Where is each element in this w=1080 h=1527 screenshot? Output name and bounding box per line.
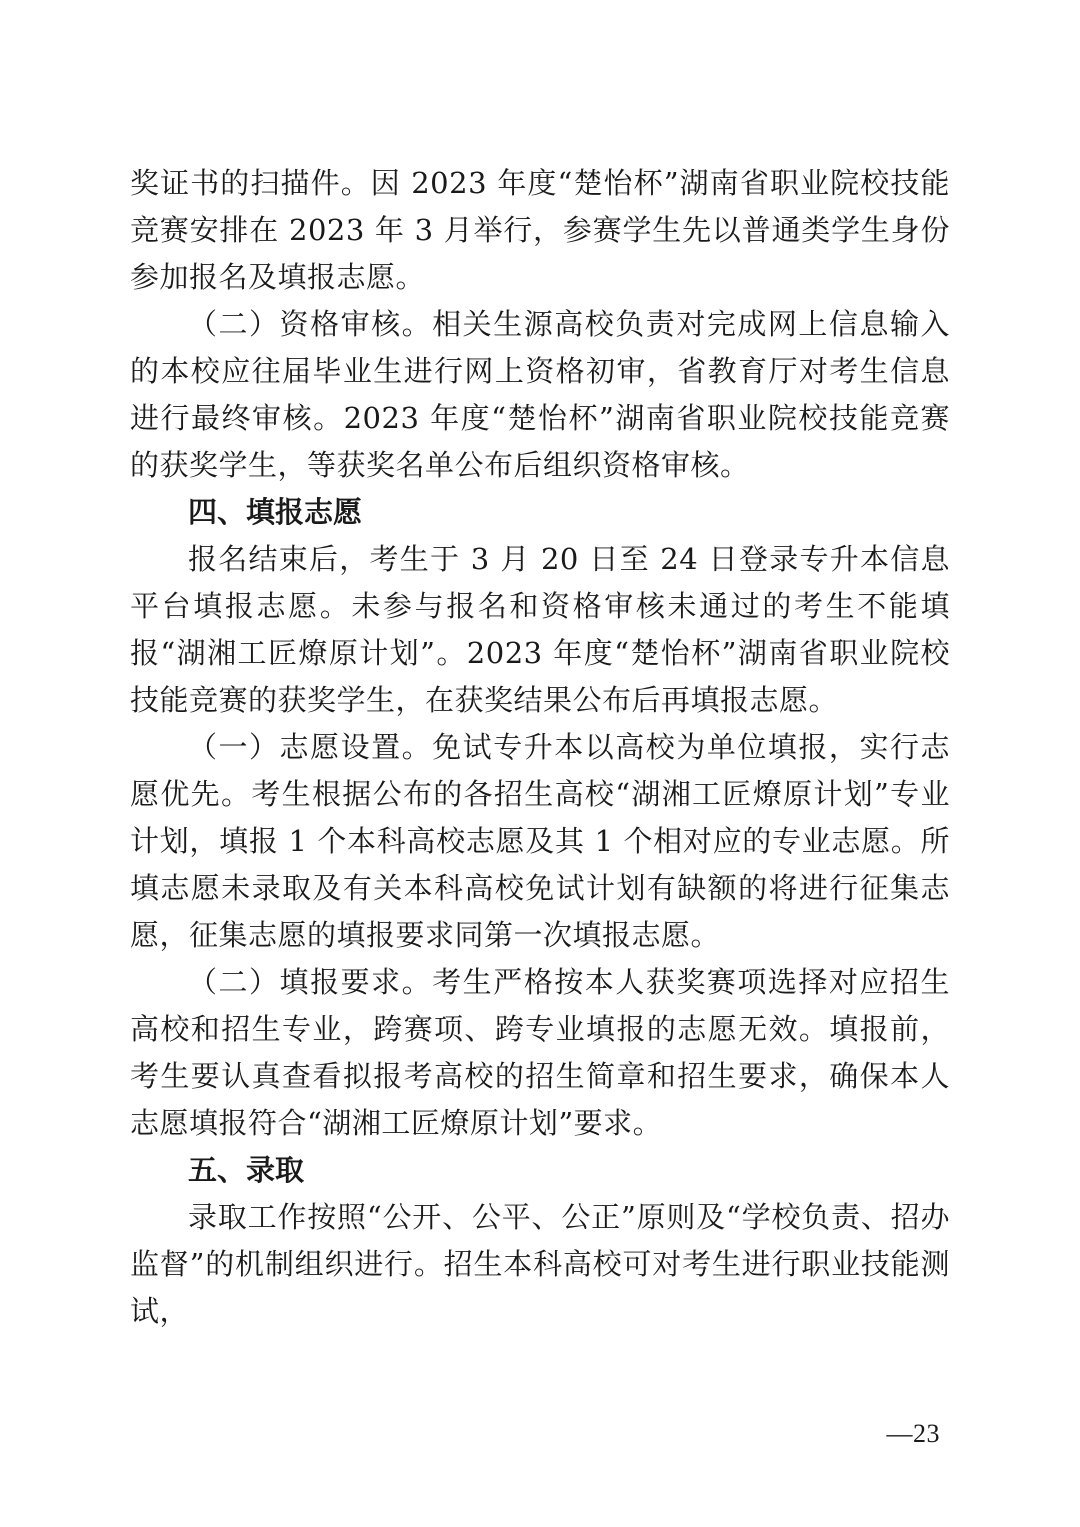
paragraph-fill-preferences-intro: 报名结束后，考生于 3 月 20 日至 24 日登录专升本信息平台填报志愿。未参与报名和资格审核未通过的考生不能填报“湖湘工匠燎原计划”。2023 年度“楚怡杯”湖南省职业院校技能竞赛的获奖学生，在获奖结果公布后再填报志愿。 [130,542,950,717]
paragraph-preference-settings: （一）志愿设置。免试专升本以高校为单位填报，实行志愿优先。考生根据公布的各招生高校“湖湘工匠燎原计划”专业计划，填报 1 个本科高校志愿及其 1 个相对应的专业志愿。所填志愿未录取及有关本科高校免试计划有缺额的将进行征集志愿，征集志愿的填报要求同第一次填报志愿。 [130,730,950,952]
section-heading-admission: 五、录取 [188,1153,305,1187]
paragraph-fill-requirements: （二）填报要求。考生严格按本人获奖赛项选择对应招生高校和招生专业，跨赛项、跨专业填报的志愿无效。填报前，考生要认真查看拟报考高校的招生简章和招生要求，确保本人志愿填报符合“湖湘工匠燎原计划”要求。 [130,965,950,1140]
page-number: —23 [886,1419,940,1448]
paragraph-continuation: 奖证书的扫描件。因 2023 年度“楚怡杯”湖南省职业院校技能竞赛安排在 2023 年 3 月举行，参赛学生先以普通类学生身份参加报名及填报志愿。 [130,166,950,294]
section-heading-fill-preferences: 四、填报志愿 [188,495,363,529]
paragraph-admission-intro: 录取工作按照“公开、公平、公正”原则及“学校负责、招办监督”的机制组织进行。招生本科高校可对考生进行职业技能测试， [130,1200,950,1328]
paragraph-qualification-review: （二）资格审核。相关生源高校负责对完成网上信息输入的本校应往届毕业生进行网上资格初审，省教育厅对考生信息进行最终审核。2023 年度“楚怡杯”湖南省职业院校技能竞赛的获奖学生，等获奖名单公布后组织资格审核。 [130,307,950,482]
document-body [130,160,950,1335]
